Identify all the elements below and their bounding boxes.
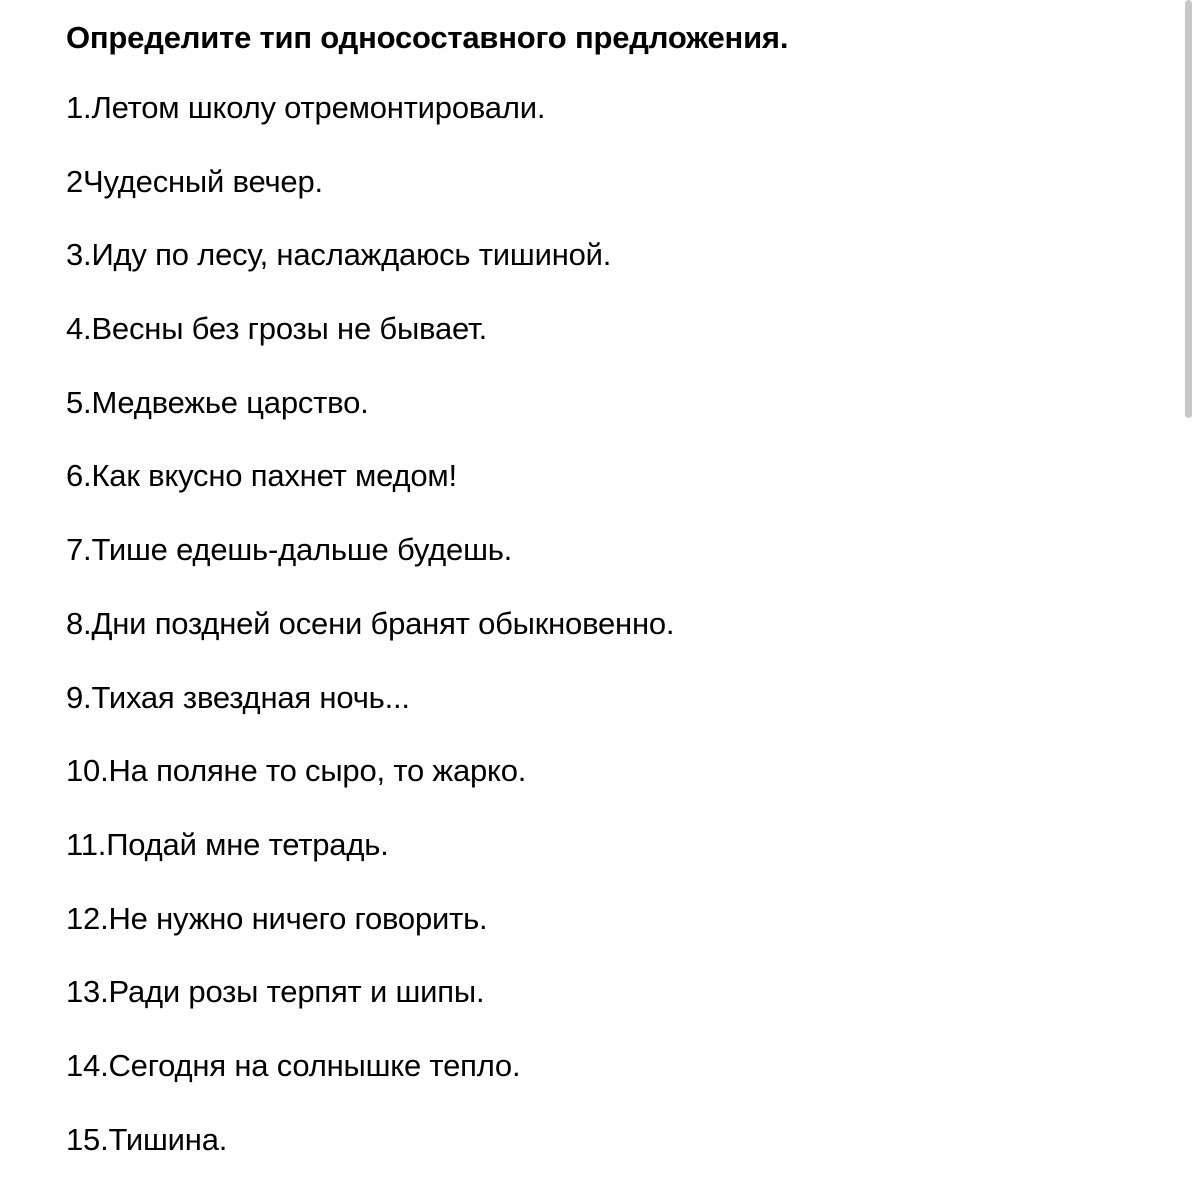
task-title: Определите тип односоставного предложения. bbox=[66, 20, 789, 55]
sentence-item: 6.Как вкусно пахнет медом! bbox=[66, 458, 457, 494]
sentence-item: 5.Медвежье царство. bbox=[66, 384, 369, 420]
sentence-item: 3.Иду по лесу, наслаждаюсь тишиной. bbox=[66, 237, 612, 273]
sentence-item: 2Чудесный вечер. bbox=[66, 163, 323, 199]
sentence-item: 1.Летом школу отремонтировали. bbox=[66, 90, 546, 125]
sentence-list bbox=[66, 86, 674, 1191]
sentence-item: 14.Сегодня на солнышке тепло. bbox=[66, 1047, 521, 1083]
sentence-item: 7.Тише едешь-дальше будешь. bbox=[66, 532, 513, 568]
sentence-item: 10.На поляне то сыро, то жарко. bbox=[66, 753, 527, 789]
sentence-item: 12.Не нужно ничего говорить. bbox=[66, 900, 488, 936]
sentence-item: 11.Подай мне тетрадь. bbox=[66, 826, 389, 862]
sentence-item: 4.Весны без грозы не бывает. bbox=[66, 311, 487, 347]
document-page bbox=[66, 0, 1156, 1200]
sentence-item: 9.Тихая звездная ночь... bbox=[66, 679, 410, 715]
sentence-item: 13.Ради розы терпят и шипы. bbox=[66, 974, 485, 1010]
sentence-item: 8.Дни поздней осени бранят обыкновенно. bbox=[66, 605, 675, 641]
sentence-item: 15.Тишина. bbox=[66, 1121, 228, 1157]
vertical-scrollbar[interactable] bbox=[1185, 0, 1192, 418]
